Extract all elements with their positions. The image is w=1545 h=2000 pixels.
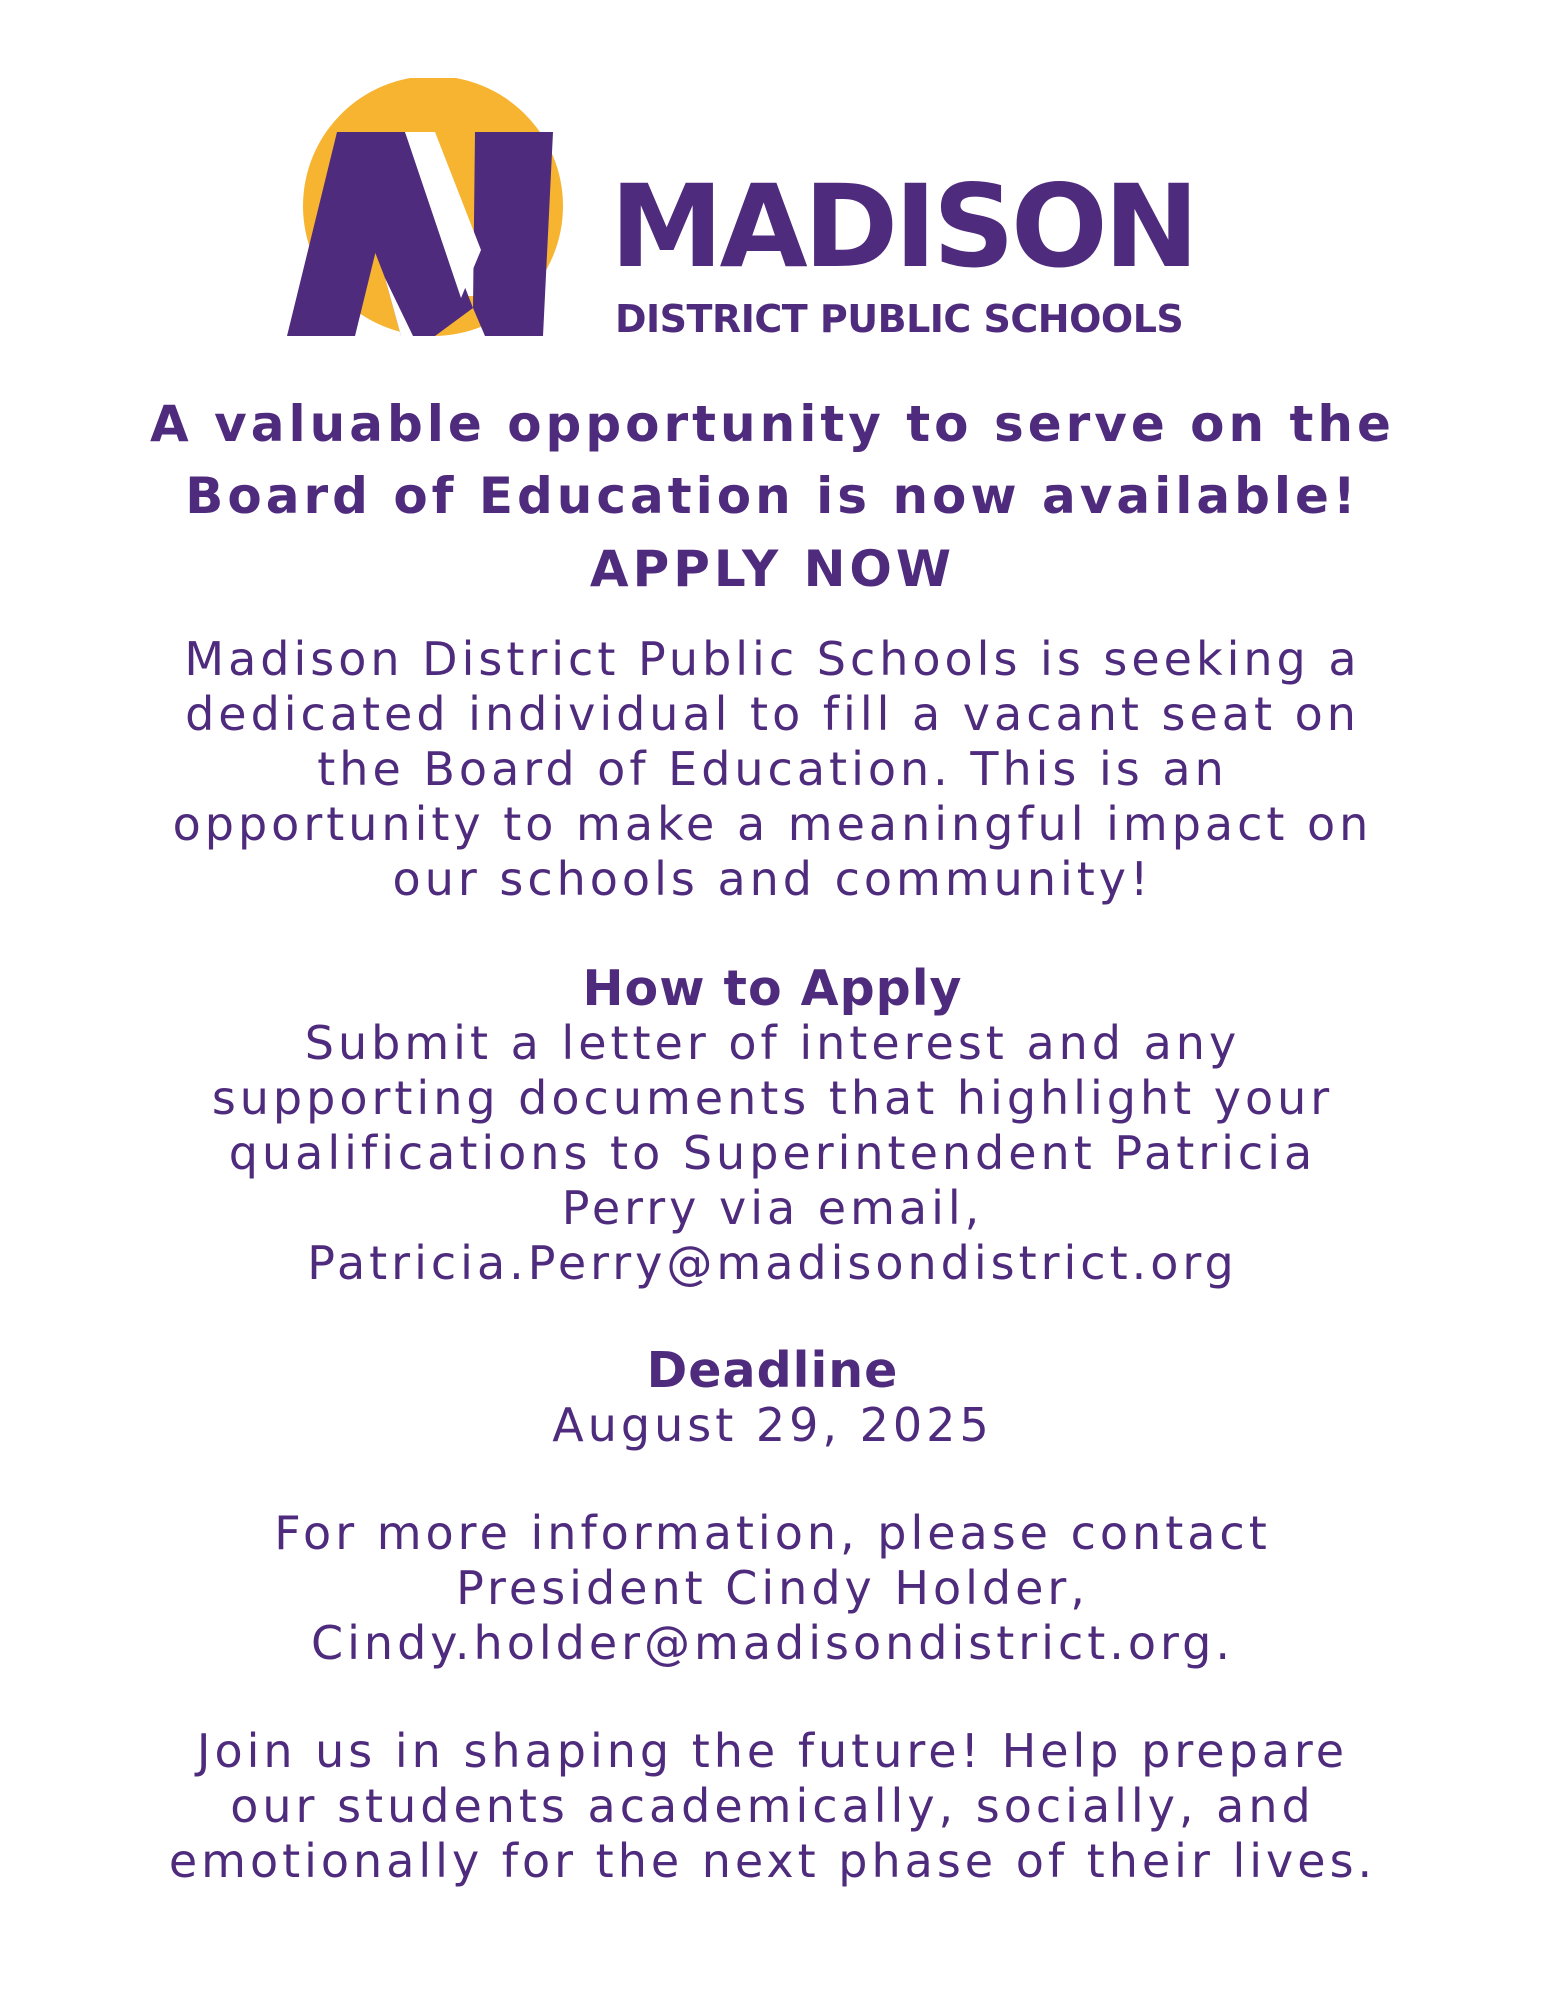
closing-line: our students academically, socially, and (230, 1779, 1315, 1833)
apply-line: Perry via email, (561, 1181, 984, 1235)
intro-line: Madison District Public Schools is seeking a (184, 632, 1361, 686)
how-to-apply-heading: How to Apply (582, 960, 963, 1017)
intro-paragraph (0, 632, 1545, 907)
closing-paragraph (0, 1724, 1545, 1889)
headline-line-2: Board of Education is now available! (185, 467, 1360, 525)
deadline-heading: Deadline (646, 1342, 899, 1399)
how-to-apply-paragraph (0, 1016, 1545, 1291)
logo-wordmark: MADISON (610, 160, 1196, 293)
contact-paragraph (0, 1506, 1545, 1671)
intro-line: our schools and community! (392, 852, 1153, 906)
apply-line: qualifications to Superintendent Patricia (228, 1126, 1317, 1180)
contact-line: President Cindy Holder, (456, 1561, 1089, 1615)
deadline-date: August 29, 2025 (552, 1398, 993, 1452)
apply-line: Submit a letter of interest and any (304, 1016, 1241, 1070)
president-email-link[interactable]: Cindy.holder@madisondistrict.org. (311, 1616, 1234, 1670)
district-logo (285, 78, 1205, 348)
logo-subtitle: DISTRICT PUBLIC SCHOOLS (615, 297, 1184, 341)
apply-now-heading: APPLY NOW (589, 540, 956, 598)
intro-line: opportunity to make a meaningful impact on (172, 797, 1373, 851)
closing-line: emotionally for the next phase of their lives. (168, 1834, 1377, 1888)
contact-line: For more information, please contact (274, 1506, 1271, 1560)
apply-line: supporting documents that highlight your (211, 1071, 1334, 1125)
intro-line: dedicated individual to fill a vacant seat on (185, 687, 1360, 741)
m-sun-logo-icon (285, 78, 585, 348)
superintendent-email-link[interactable]: Patricia.Perry@madisondistrict.org (307, 1236, 1238, 1290)
headline-line-1: A valuable opportunity to serve on the (150, 395, 1395, 453)
intro-line: the Board of Education. This is an (317, 742, 1228, 796)
closing-line: Join us in shaping the future! Help prepare (196, 1724, 1349, 1778)
